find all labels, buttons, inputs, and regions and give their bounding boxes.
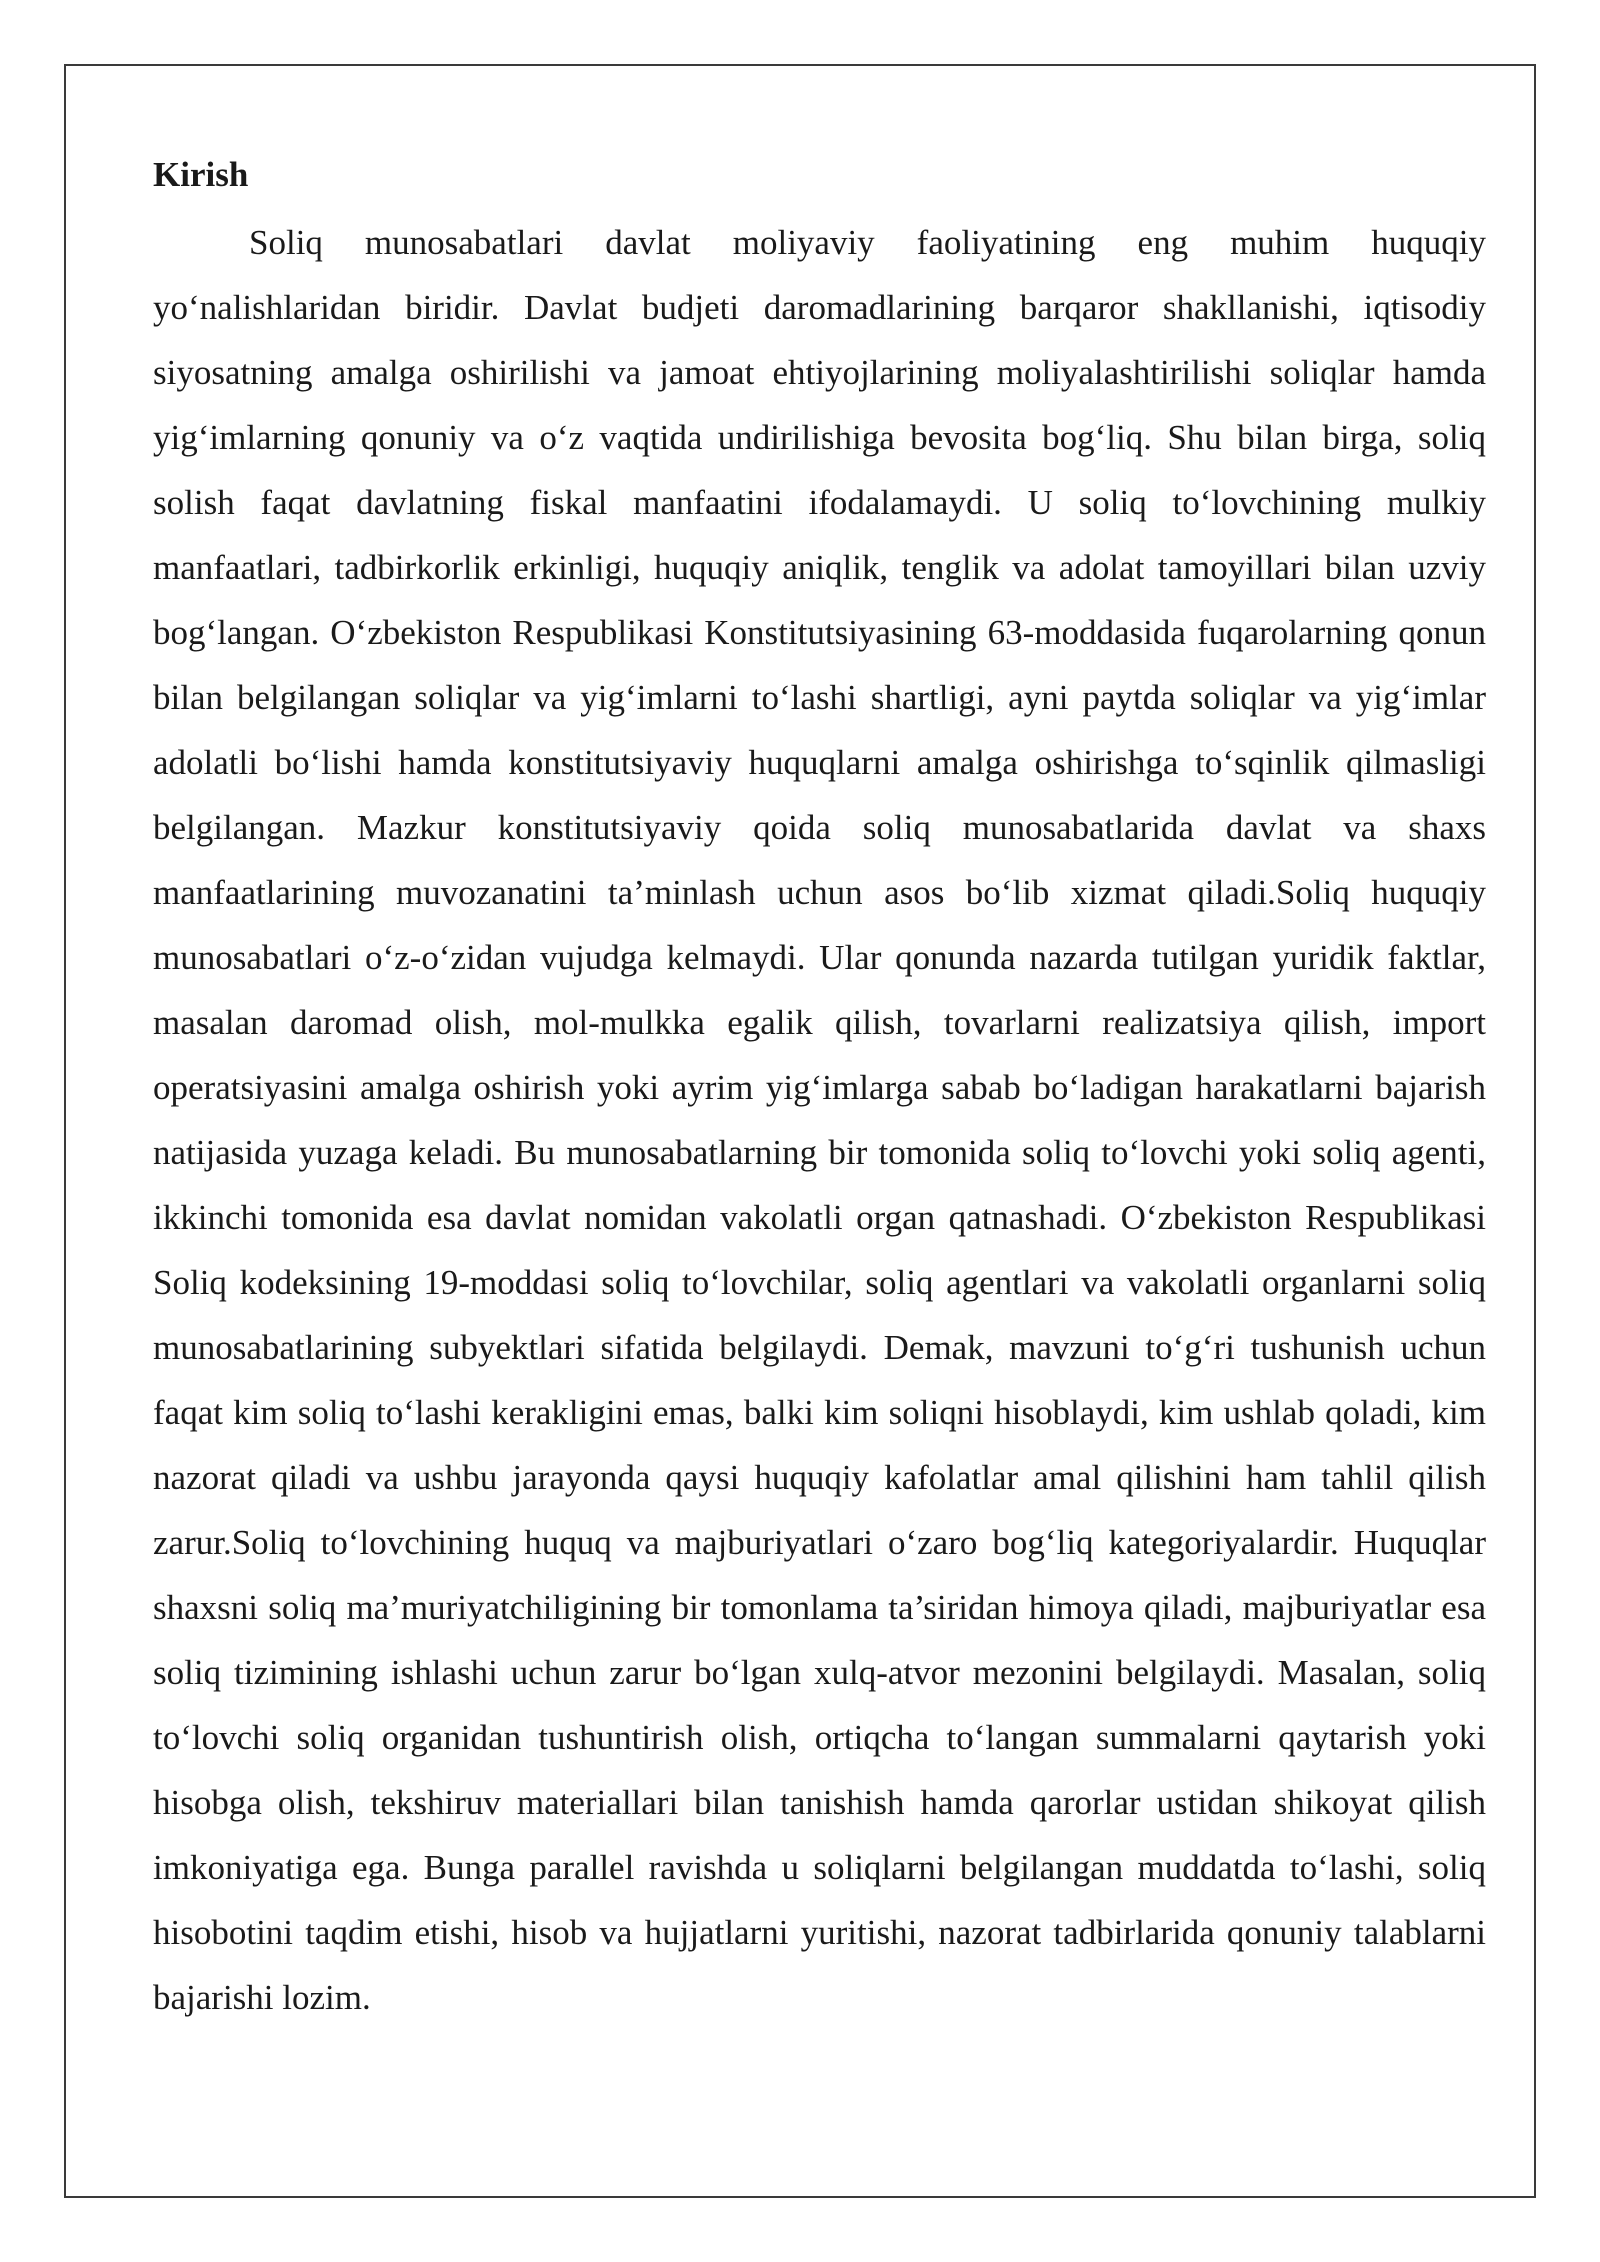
body-paragraph: Soliq munosabatlari davlat moliyaviy faoliyatining eng muhim huquqiy yo‘nalishlaridan biridir. Davlat budjeti daromadlarining barqaror shakllanishi, iqtisodiy siyosatning amalga oshirilishi va jamoat ehtiyojlarining moliyalashtirilishi soliqlar hamda yig‘imlarning qonuniy va o‘z vaqtida undirilishiga bevosita bog‘liq. Shu bilan birga, soliq solish faqat davlatning fiskal manfaatini ifodalamaydi. U soliq to‘lovchining mulkiy manfaatlari, tadbirkorlik erkinligi, huquqiy aniqlik, tenglik va adolat tamoyillari bilan uzviy bog‘langan. O‘zbekiston Respublikasi Konstitutsiyasining 63-moddasida fuqarolarning qonun bilan belgilangan soliqlar va yig‘imlarni to‘lashi shartligi, ayni paytda soliqlar va yig‘imlar adolatli bo‘lishi hamda konstitutsiyaviy huquqlarni amalga oshirishga to‘sqinlik qilmasligi belgilangan. Mazkur konstitutsiyaviy qoida soliq munosabatlarida davlat va shaxs manfaatlarining muvozanatini ta’minlash uchun asos bo‘lib xizmat qiladi.Soliq huquqiy munosabatlari o‘z-o‘zidan vujudga kelmaydi. Ular qonunda nazarda tutilgan yuridik faktlar, masalan daromad olish, mol-mulkka egalik qilish, tovarlarni realizatsiya qilish, import operatsiyasini amalga oshirish yoki ayrim yig‘imlarga sabab bo‘ladigan harakatlarni bajarish natijasida yuzaga keladi. Bu munosabatlarning bir tomonida soliq to‘lovchi yoki soliq agenti, ikkinchi tomonida esa davlat nomidan vakolatli organ qatnashadi. O‘zbekiston Respublikasi Soliq kodeksining 19-moddasi soliq to‘lovchilar, soliq agentlari va vakolatli organlarni soliq munosabatlarining subyektlari sifatida belgilaydi. Demak, mavzuni to‘g‘ri tushunish uchun faqat kim soliq to‘lashi kerakligini emas, balki kim soliqni hisoblaydi, kim ushlab qoladi, kim nazorat qiladi va ushbu jarayonda qaysi huquqiy kafolatlar amal qilishini ham tahlil qilish zarur.Soliq to‘lovchining huquq va majburiyatlari o‘zaro bog‘liq kategoriyalardir. Huquqlar shaxsni soliq ma’muriyatchiligining bir tomonlama ta’siridan himoya qiladi, majburiyatlar esa soliq tizimining ishlashi uchun zarur bo‘lgan xulq-atvor mezonini belgilaydi. Masalan, soliq to‘lovchi soliq organidan tushuntirish olish, ortiqcha to‘langan summalarni qaytarish yoki hisobga olish, tekshiruv materiallari bilan tanishish hamda qarorlar ustidan shikoyat qilish imkoniyatiga ega. Bunga parallel ravishda u soliqlarni belgilangan muddatda to‘lashi, soliq hisobotini taqdim etishi, hisob va hujjatlarni yuritishi, nazorat tadbirlarida qonuniy talablarni bajarishi lozim. (153, 223, 1486, 2017)
section-heading: Kirish (153, 155, 249, 194)
document-body (153, 140, 1486, 2030)
